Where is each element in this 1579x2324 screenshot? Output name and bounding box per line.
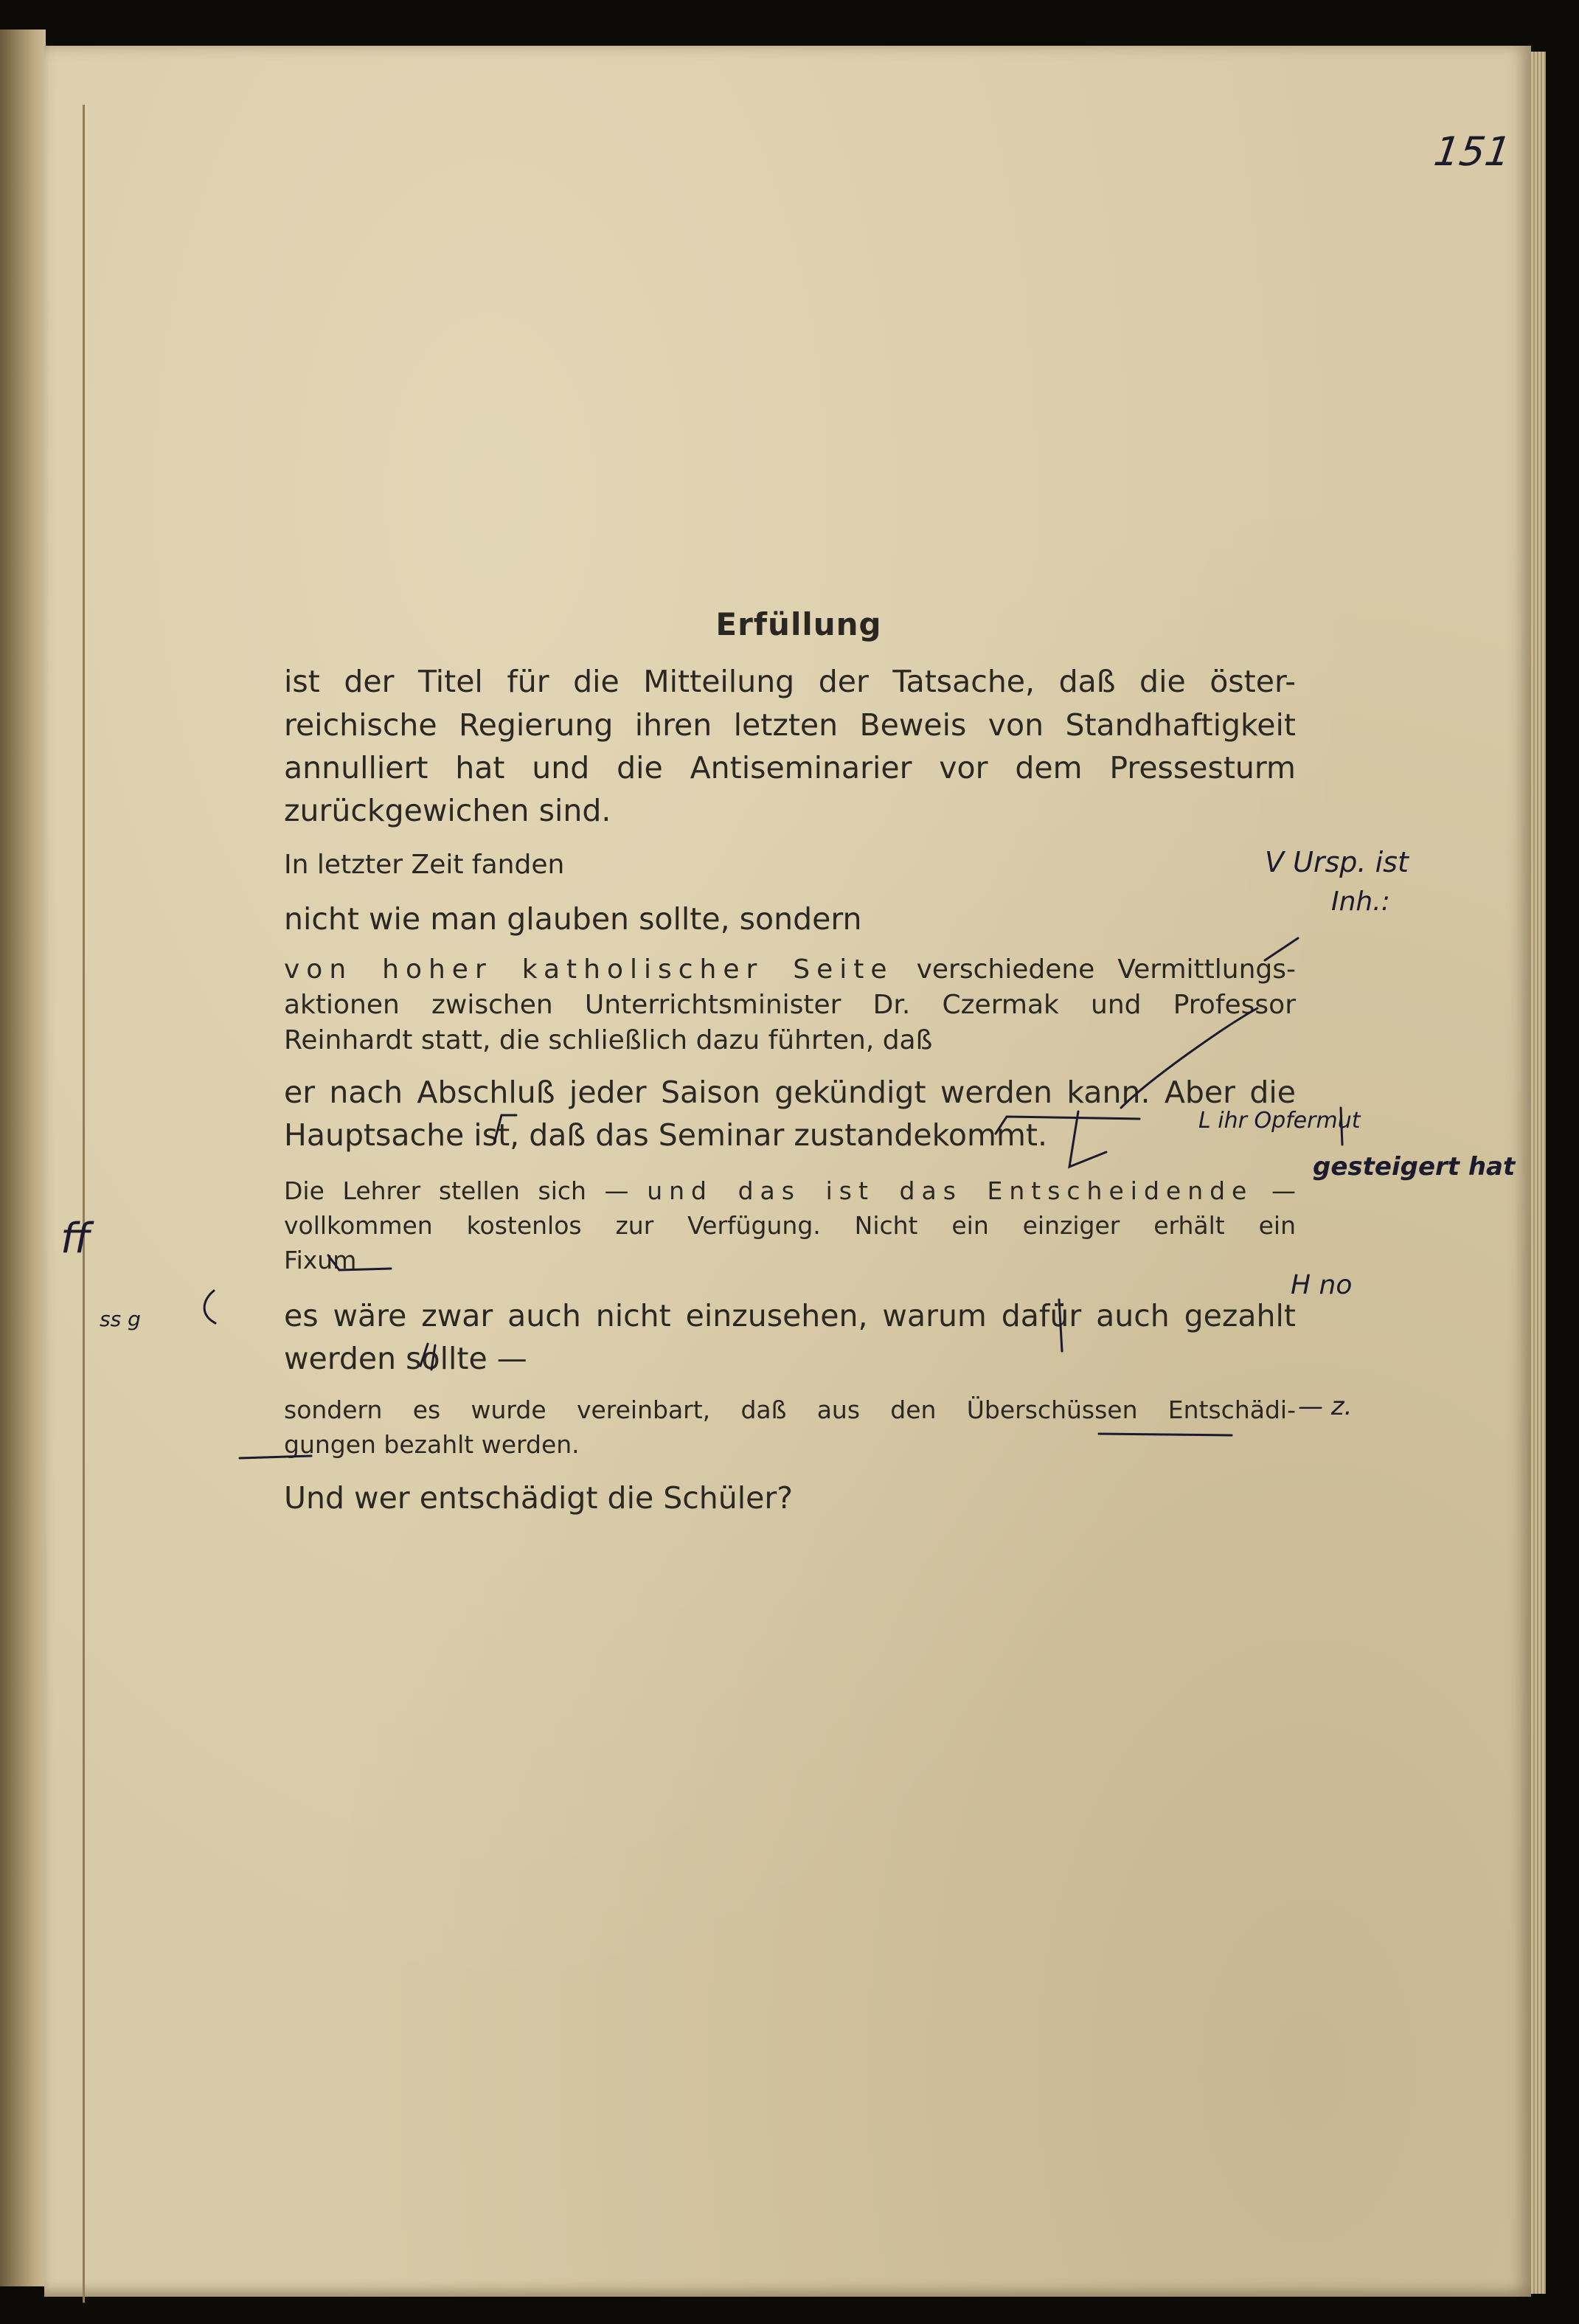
text-line: Und wer entschädigt die Schüler?	[284, 1480, 793, 1516]
correction-stroke	[494, 1115, 516, 1143]
text-line: werden sollte —	[284, 1341, 527, 1376]
section-heading: Erfüllung	[715, 606, 882, 642]
correction-stroke	[1265, 938, 1298, 960]
text-line: Reinhardt statt, die schließlich dazu führten, daß	[284, 1025, 933, 1055]
correction-stroke	[1069, 1111, 1106, 1167]
text-line: Fixum	[284, 1246, 357, 1274]
correction-stroke	[1341, 1108, 1342, 1145]
correction-stroke	[1059, 1300, 1062, 1351]
text-line: ist der Titel für die Mitteilung der Tatsache, daß die öster-	[284, 664, 1296, 699]
text-fragment: verschiedene Vermittlungs-	[916, 954, 1296, 985]
left-page-edge	[0, 30, 46, 2286]
correction-stroke	[204, 1291, 215, 1323]
book-page	[44, 46, 1531, 2297]
margin-note: ss g	[100, 1307, 141, 1331]
text-line: vollkommen kostenlos zur Verfügung. Nicht ein einziger erhält ein	[284, 1211, 1296, 1240]
text-line: gungen bezahlt werden.	[284, 1430, 580, 1459]
correction-stroke	[1121, 1008, 1257, 1108]
text-line: annulliert hat und die Antiseminarier vor dem Pressesturm	[284, 750, 1296, 785]
margin-note: ff	[60, 1215, 91, 1263]
text-line: sondern es wurde vereinbart, daß aus den Überschüssen Entschädi-	[284, 1395, 1296, 1424]
margin-note: Inh.:	[1331, 887, 1390, 917]
text-line: zurückgewichen sind.	[284, 793, 611, 828]
handwritten-corrections	[44, 46, 1531, 2297]
margin-note: L ihr Opfermut	[1198, 1108, 1361, 1134]
correction-stroke	[420, 1344, 435, 1370]
margin-note: — z.	[1298, 1392, 1353, 1421]
text-line: reichische Regierung ihren letzten Beweis von Standhaftigkeit	[284, 707, 1296, 743]
spaced-emphasis: und das ist das Entscheidende	[647, 1176, 1254, 1205]
text-line: er nach Abschluß jeder Saison gekündigt werden kann. Aber die	[284, 1075, 1296, 1110]
correction-stroke	[996, 1117, 1139, 1134]
text-line: nicht wie man glauben sollte, sondern	[284, 901, 862, 937]
correction-stroke	[328, 1255, 391, 1270]
spaced-emphasis: von hoher katholischer Seite	[284, 954, 894, 985]
margin-note: H no	[1291, 1270, 1353, 1300]
margin-note: V Ursp. ist	[1265, 846, 1409, 878]
text-line: In letzter Zeit fanden	[284, 850, 565, 880]
text-line: es wäre zwar auch nicht einzusehen, warum dafür auch gezahlt	[284, 1298, 1296, 1333]
correction-stroke	[1099, 1434, 1232, 1435]
text-fragment: —	[1271, 1176, 1296, 1205]
margin-note: gesteigert hat	[1313, 1152, 1516, 1182]
text-line: aktionen zwischen Unterrichtsminister Dr. Czermak und Professor	[284, 990, 1296, 1020]
correction-stroke	[240, 1456, 311, 1458]
text-fragment: Die Lehrer stellen sich —	[284, 1176, 648, 1205]
page-number: 151	[1431, 128, 1514, 175]
text-line: Hauptsache ist, daß das Seminar zustandekommt.	[284, 1117, 1047, 1153]
